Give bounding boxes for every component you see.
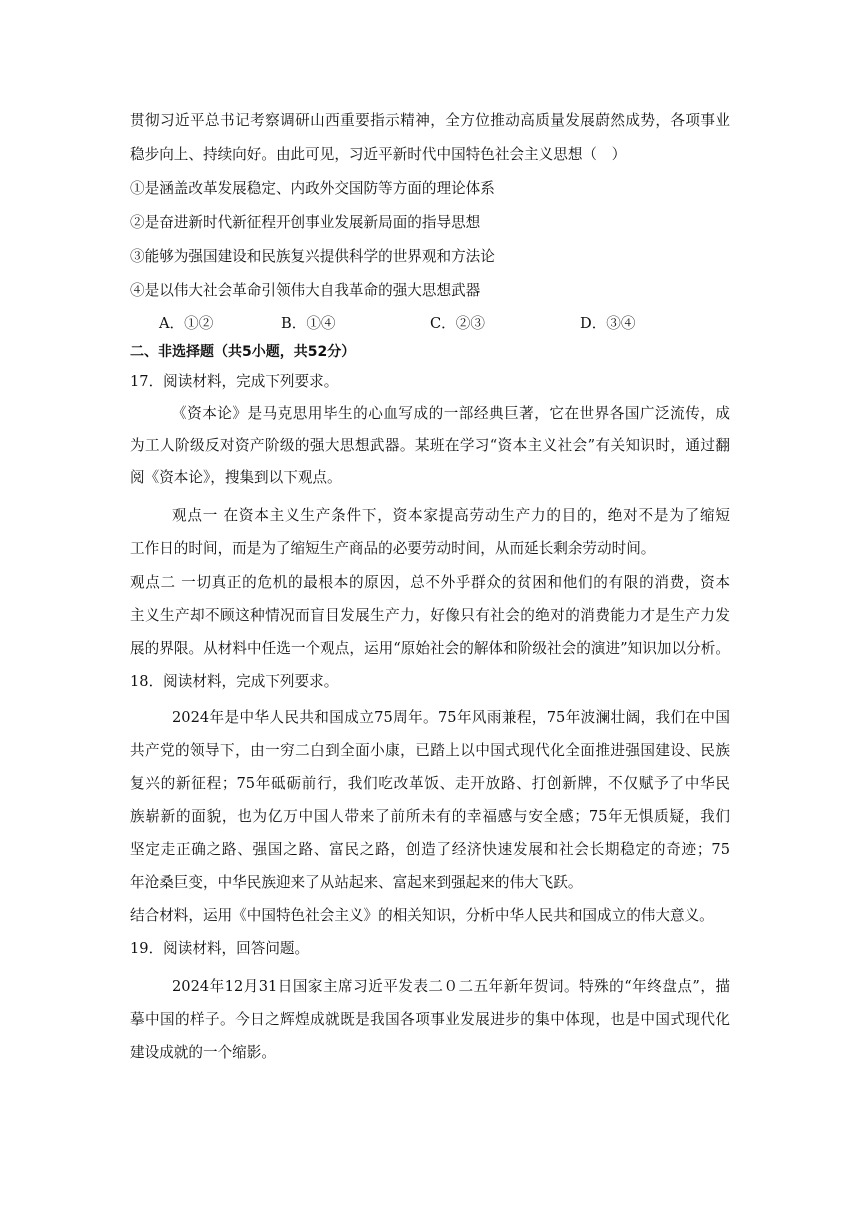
section-heading: 二、非选择题（共5小题，共52分）: [130, 344, 356, 360]
q18-title: 18．阅读材料，完成下列要求。: [130, 673, 339, 690]
q17-view2-line-3: 展的界限。从材料中任选一个观点，运用“原始社会的解体和阶级社会的演进”知识加以分析。: [130, 640, 730, 657]
q18-para-line-6: 年沧桑巨变，中华民族迎来了从站起来、富起来到强起来的伟大飞跃。: [130, 874, 583, 891]
q17-para-line-3: 阅《资本论》，搜集到以下观点。: [130, 469, 342, 486]
q17-view2-line-2: 主义生产却不顾这种情况而盲目发展生产力，好像只有社会的绝对的消费能力才是生产力发: [130, 607, 730, 624]
q16-statement-4: ④是以伟大社会革命引领伟大自我革命的强大思想武器: [130, 282, 481, 299]
q16-option-b: B．①④: [281, 315, 336, 332]
q19-para-line-2: 摹中国的样子。今日之辉煌成就既是我国各项事业发展进步的集中体现，也是中国式现代化: [130, 1011, 730, 1028]
q16-option-d: D．③④: [580, 315, 636, 332]
q18-para-line-3: 复兴的新征程；75年砥砺前行，我们吃改革饭、走开放路、打创新牌，不仅赋予了中华民: [130, 775, 730, 792]
q17-para-line-2: 为工人阶级反对资产阶级的强大思想武器。某班在学习“资本主义社会”有关知识时，通过翻: [130, 437, 730, 454]
q16-statement-3: ③能够为强国建设和民族复兴提供科学的世界观和方法论: [130, 248, 495, 265]
q16-stem-line-1: 贯彻习近平总书记考察调研山西重要指示精神，全方位推动高质量发展蔚然成势，各项事业: [130, 112, 730, 129]
q16-option-a: A．①②: [159, 315, 214, 332]
q17-title: 17．阅读材料，完成下列要求。: [130, 373, 339, 390]
q16-option-c: C．②③: [430, 315, 485, 332]
q18-para-line-5: 坚定走正确之路、强国之路、富民之路，创造了经济快速发展和社会长期稳定的奇迹；75: [130, 841, 730, 858]
q17-view1-line-2: 工作日的时间，而是为了缩短生产商品的必要劳动时间，从而延长剩余劳动时间。: [130, 540, 656, 557]
q16-statement-2: ②是奋进新时代新征程开创事业发展新局面的指导思想: [130, 214, 481, 231]
q18-task: 结合材料，运用《中国特色社会主义》的相关知识，分析中华人民共和国成立的伟大意义。: [130, 907, 714, 924]
q17-view2-line-1: 观点二 一切真正的危机的最根本的原因，总不外乎群众的贫困和他们的有限的消费，资本: [130, 574, 730, 591]
q19-para-line-3: 建设成就的一个缩影。: [130, 1044, 276, 1061]
q16-statement-1: ①是涵盖改革发展稳定、内政外交国防等方面的理论体系: [130, 180, 495, 197]
q17-view1-line-1: 观点一 在资本主义生产条件下，资本家提高劳动生产力的目的，绝对不是为了缩短: [172, 507, 730, 524]
q18-para-line-4: 族崭新的面貌，也为亿万中国人带来了前所未有的幸福感与安全感；75年无惧质疑，我们: [130, 808, 730, 825]
q19-title: 19．阅读材料，回答问题。: [130, 940, 310, 957]
q18-para-line-1: 2024年是中华人民共和国成立75周年。75年风雨兼程，75年波澜壮阔，我们在中国: [172, 709, 730, 726]
q19-para-line-1: 2024年12月31日国家主席习近平发表二０二五年新年贺词。特殊的“年终盘点”，描: [172, 978, 730, 995]
q17-para-line-1: 《资本论》是马克思用毕生的心血写成的一部经典巨著，它在世界各国广泛流传，成: [172, 405, 730, 422]
q16-stem-line-2: 稳步向上、持续向好。由此可见，习近平新时代中国特色社会主义思想（ ）: [130, 146, 627, 163]
q18-para-line-2: 共产党的领导下，由一穷二白到全面小康，已踏上以中国式现代化全面推进强国建设、民族: [130, 742, 730, 759]
